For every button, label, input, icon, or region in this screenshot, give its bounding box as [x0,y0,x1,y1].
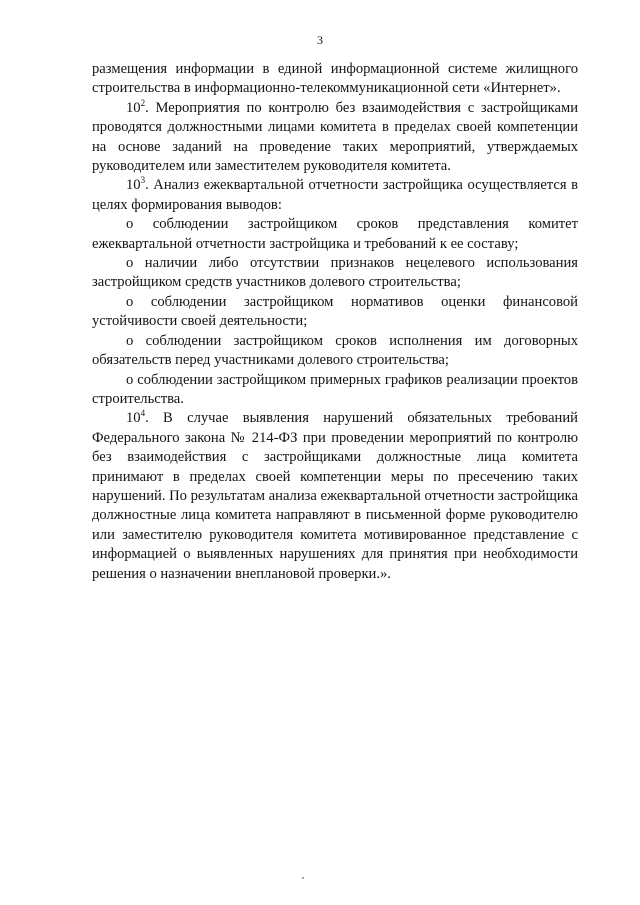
paragraph-continuation [92,60,578,99]
page-number: 3 [317,33,323,47]
list-item-text: о соблюдении застройщиком сроков исполнения им договорных обязательств перед участниками долевого строительства; [92,332,578,369]
paragraph-number: 10 [126,410,141,427]
list-item-reporting-deadlines [92,215,578,254]
paragraph-number-superscript: 3 [140,175,146,186]
paragraph-text: . Анализ ежеквартальной отчетности застройщика осуществляется в целях формирования выводов: [92,177,578,213]
list-item-text: о наличии либо отсутствии признаков нецелевого использования застройщиком средств участников долевого строительства; [92,255,578,291]
paragraph-text: . Мероприятия по контролю без взаимодействия с застройщиками проводятся должностными лицами комитета в пределах своей компетенции на основе заданий на проведение таких мероприятий, утверждаемых руководителем или заместителем руководителя комитета. [92,99,578,175]
paragraph-number-superscript: 2 [140,97,146,108]
paragraph-text: . В случае выявления нарушений обязательных требований Федерального закона № 214-ФЗ при проведении мероприятий по контролю без взаимодействия с застройщиками должностные лица комитета принимают в пределах своей компетенции меры по пресечению таких нарушений. По результатам анализа ежеквартальной отчетности застройщика должностные лица комитета направляют в письменной форме руководителю или заместителю руководителя комитета мотивированное представление с информацией о выявленных нарушениях для принятия при необходимости решения о назначении внеплановой проверки.». [92,410,578,582]
list-item-construction-schedules [92,371,578,410]
paragraph-number-superscript: 4 [140,408,146,419]
paragraph-10-4 [92,409,578,584]
list-item-contract-obligations [92,332,578,371]
paragraph-text: размещения информации в единой информационной системе жилищного строительства в информационно-телекоммуникационной сети «Интернет». [92,61,578,97]
paragraph-10-2 [92,99,578,177]
list-item-text: о соблюдении застройщиком сроков представления комитет ежеквартальной отчетности застройщика и требований к ее составу; [92,216,578,252]
scan-speck [302,877,304,879]
list-item-text: о соблюдении застройщиком нормативов оценки финансовой устойчивости своей деятельности; [92,293,578,330]
document-body [92,60,578,584]
paragraph-number: 10 [126,99,141,116]
paragraph-number: 10 [126,177,141,194]
list-item-misuse-of-funds [92,254,578,293]
paragraph-10-3 [92,176,578,215]
list-item-financial-stability [92,293,578,332]
list-item-text: о соблюдении застройщиком примерных графиков реализации проектов строительства. [92,371,578,407]
